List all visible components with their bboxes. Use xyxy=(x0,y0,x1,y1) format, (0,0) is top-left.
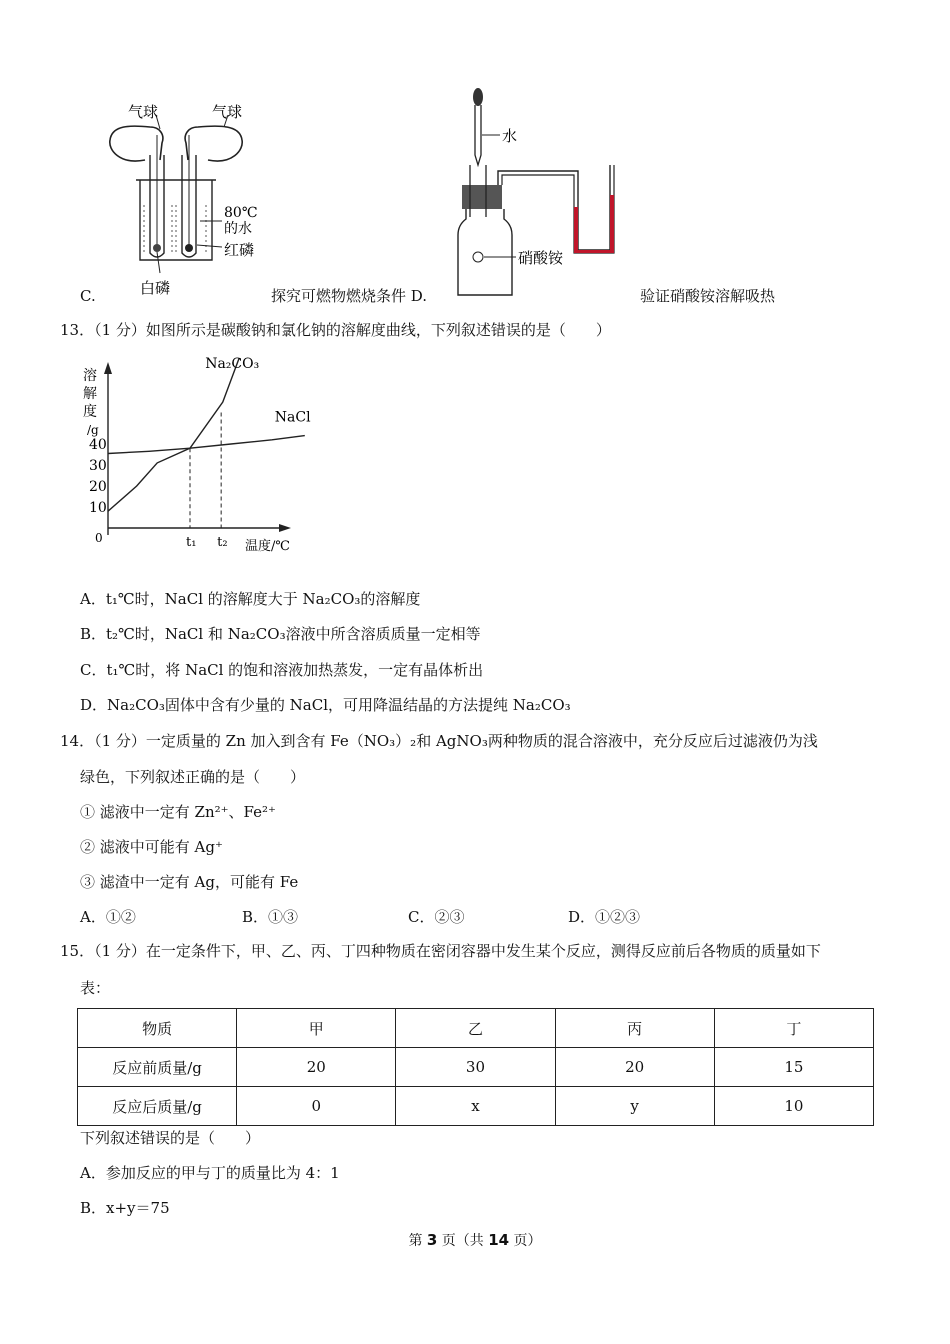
table-header-cell: 物质 xyxy=(78,1009,237,1048)
table-row xyxy=(78,1048,874,1087)
table-header-cell: 乙 xyxy=(396,1009,555,1048)
table-cell: 0 xyxy=(237,1087,396,1126)
q14-option-d: D．①②③ xyxy=(568,908,641,926)
rubber-stopper xyxy=(462,185,502,209)
x-tick-label: t₁ xyxy=(186,535,197,550)
q12-c-letter: C. xyxy=(80,287,96,305)
table-cell: 20 xyxy=(237,1048,396,1087)
footer-mid: 页（共 xyxy=(437,1233,489,1249)
series-line xyxy=(108,358,239,511)
footer-prefix: 第 xyxy=(408,1233,427,1249)
x-axis-label: 温度/℃ xyxy=(245,539,290,554)
figure-c-combustion-apparatus xyxy=(100,95,280,300)
q15-after: 下列叙述错误的是（ ） xyxy=(80,1129,261,1147)
table-header-row xyxy=(78,1009,874,1048)
label-white-phosphorus: 白磷 xyxy=(140,279,171,297)
x-axis-arrow xyxy=(279,524,291,532)
table-row xyxy=(78,1087,874,1126)
svg-text:溶: 溶 xyxy=(83,368,97,384)
dropper-bulb xyxy=(473,88,483,106)
q13-stem: 13．（1 分）如图所示是碳酸钠和氯化钠的溶解度曲线，下列叙述错误的是（ ） xyxy=(60,321,611,339)
q14-option-c: C．②③ xyxy=(408,908,465,926)
red-phosphorus-icon xyxy=(185,244,193,252)
figure-d-dissolution-apparatus xyxy=(450,85,630,300)
svg-text:/g: /g xyxy=(87,423,99,437)
q15-option-b: B．x+y＝75 xyxy=(80,1199,170,1217)
page-footer xyxy=(0,1230,950,1250)
series-line xyxy=(108,436,305,454)
solubility-chart xyxy=(75,350,311,560)
label-balloon-left: 气球 xyxy=(128,103,159,121)
q15-option-a: A．参加反应的甲与丁的质量比为 4：1 xyxy=(80,1164,340,1182)
table-cell: 20 xyxy=(555,1048,714,1087)
y-tick-label: 20 xyxy=(89,479,107,495)
table-header-cell: 丁 xyxy=(714,1009,873,1048)
red-liquid xyxy=(574,195,614,253)
connecting-tube xyxy=(498,165,610,250)
label-ammonium-nitrate: 硝酸铵 xyxy=(518,249,564,267)
svg-text:度: 度 xyxy=(83,404,97,420)
footer-total: 14 xyxy=(488,1231,510,1249)
table-cell: y xyxy=(555,1087,714,1126)
white-phosphorus-icon xyxy=(153,244,161,252)
q14-option-a: A．①② xyxy=(80,908,136,926)
mass-table xyxy=(77,1008,874,1126)
test-tube-bottom xyxy=(473,252,483,262)
table-cell: 反应后质量/g xyxy=(78,1087,237,1126)
q13-option-c: C．t₁℃时，将 NaCl 的饱和溶液加热蒸发，一定有晶体析出 xyxy=(80,661,484,679)
y-axis-arrow xyxy=(104,362,112,374)
footer-page: 3 xyxy=(426,1231,438,1249)
label-water-d: 水 xyxy=(502,127,518,145)
label-water: 的水 xyxy=(224,221,252,237)
y-tick-label: 30 xyxy=(89,458,107,474)
q14-option-b: B．①③ xyxy=(242,908,299,926)
origin-label: 0 xyxy=(95,531,103,545)
svg-text:解: 解 xyxy=(83,386,97,402)
q14-statement-3: ③ 滤渣中一定有 Ag，可能有 Fe xyxy=(80,873,299,891)
series-label: NaCl xyxy=(274,409,311,426)
q13-option-d: D．Na₂CO₃固体中含有少量的 NaCl，可用降温结晶的方法提纯 Na₂CO₃ xyxy=(80,696,571,714)
q14-stem-2: 绿色，下列叙述正确的是（ ） xyxy=(80,768,306,786)
q13-option-a: A．t₁℃时，NaCl 的溶解度大于 Na₂CO₃的溶解度 xyxy=(80,590,421,608)
table-cell: 10 xyxy=(714,1087,873,1126)
label-red-phosphorus: 红磷 xyxy=(224,241,255,259)
q15-stem-2: 表： xyxy=(80,979,111,997)
series-label: Na₂CO₃ xyxy=(205,356,260,372)
table-cell: 30 xyxy=(396,1048,555,1087)
q15-stem-1: 15．（1 分）在一定条件下，甲、乙、丙、丁四种物质在密闭容器中发生某个反应，测得反应前后各物质的质量如下 xyxy=(60,942,821,960)
table-cell: 反应前质量/g xyxy=(78,1048,237,1087)
balloon-right xyxy=(185,126,242,161)
flask xyxy=(458,209,512,295)
y-tick-label: 10 xyxy=(89,500,107,516)
label-water-temp: 80℃ xyxy=(224,205,258,221)
footer-suffix: 页） xyxy=(509,1233,542,1249)
y-label xyxy=(83,367,99,437)
q14-statement-1: ① 滤液中一定有 Zn²⁺、Fe²⁺ xyxy=(80,803,276,821)
q12-c-caption: 探究可燃物燃烧条件 D. xyxy=(271,287,428,305)
q13-option-b: B．t₂℃时，NaCl 和 Na₂CO₃溶液中所含溶质质量一定相等 xyxy=(80,625,481,643)
table-cell: x xyxy=(396,1087,555,1126)
balloon-left xyxy=(110,126,163,161)
table-cell: 15 xyxy=(714,1048,873,1087)
q14-stem-1: 14．（1 分）一定质量的 Zn 加入到含有 Fe（NO₃）₂和 AgNO₃两种物质的混合溶液中，充分反应后过滤液仍为浅 xyxy=(60,732,818,750)
table-header-cell: 丙 xyxy=(555,1009,714,1048)
x-tick-label: t₂ xyxy=(217,535,228,550)
y-tick-label: 40 xyxy=(89,437,107,453)
q14-statement-2: ② 滤液中可能有 Ag⁺ xyxy=(80,838,223,856)
q12-d-caption: 验证硝酸铵溶解吸热 xyxy=(640,287,776,305)
label-balloon-right: 气球 xyxy=(212,103,243,121)
table-header-cell: 甲 xyxy=(237,1009,396,1048)
